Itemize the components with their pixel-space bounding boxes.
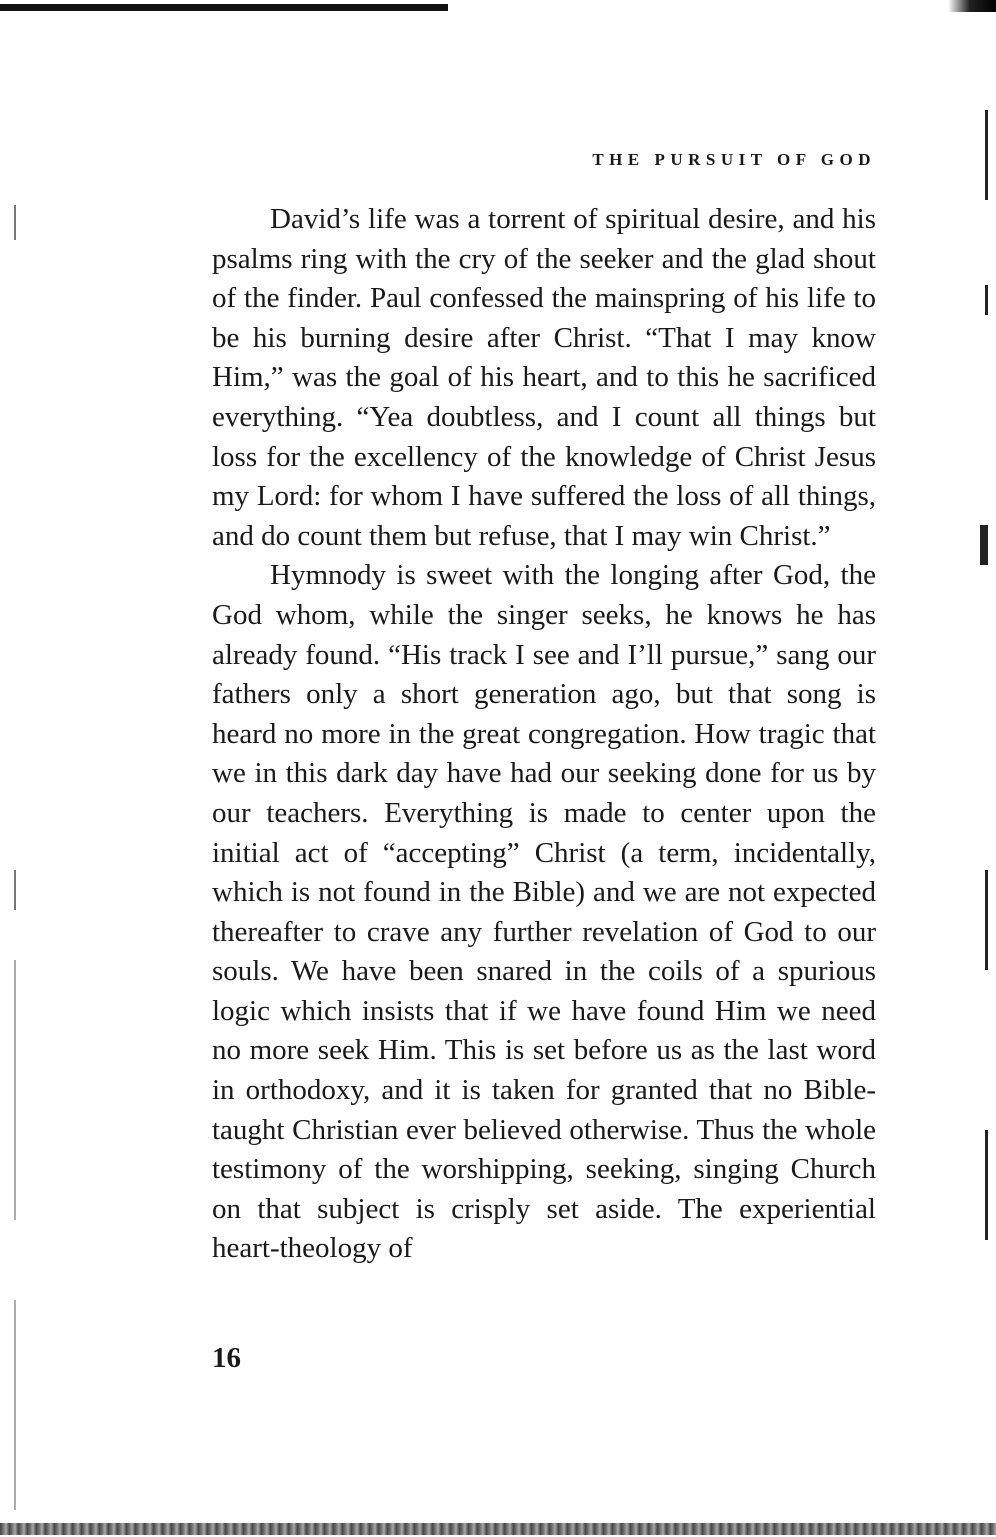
scan-mark-left: [14, 205, 16, 240]
scan-edge-top-right: [948, 0, 996, 12]
scan-mark-right: [985, 285, 988, 315]
running-head: THE PURSUIT OF GOD: [592, 150, 876, 169]
paragraph: David’s life was a torrent of spiritual desire, and his psalms ring with the cry of the seeker and the glad shout of the finder. Paul confessed the mainspring of his life to be his burning desire after Christ. “That I may know Him,” was the goal of his heart, and to this he sacrificed everything. “Yea doubtless, and I count all things but loss for the excellency of the knowledge of Christ Jesus my Lord: for whom I have suffered the loss of all things, and do count them but refuse, that I may win Christ.”: [212, 203, 876, 552]
scan-mark-left: [14, 1300, 16, 1510]
paragraph: Hymnody is sweet with the longing after God, the God whom, while the singer seeks, he knows he has already found. “His track I see and I’ll pursue,” sang our fathers only a short generation ago, but that song is heard no more in the great congregation. How tragic that we in this dark day have had our seeking done for us by our teachers. Everything is made to center upon the initial act of “accepting” Christ (a term, incidentally, which is not found in the Bible) and we are not expected thereafter to crave any further revelation of God to our souls. We have been snared in the coils of a spurious logic which insists that if we have found Him we need no more seek Him. This is set before us as the last word in orthodoxy, and it is taken for granted that no Bible-taught Christian ever believed otherwise. Thus the whole testimony of the worshipping, seeking, singing Church on that subject is crisply set aside. The experiential heart-theology of: [212, 559, 876, 1265]
scan-edge-top: [0, 4, 448, 11]
scan-mark-left: [14, 960, 16, 1220]
scan-mark-right: [980, 525, 988, 565]
scan-mark-right: [985, 1130, 988, 1240]
scan-mark-right: [985, 110, 988, 200]
body-text: [212, 200, 876, 1269]
page-number: 16: [212, 1342, 241, 1374]
scan-edge-bottom: [0, 1523, 996, 1535]
scan-mark-left: [14, 870, 16, 910]
scan-mark-right: [985, 870, 988, 970]
